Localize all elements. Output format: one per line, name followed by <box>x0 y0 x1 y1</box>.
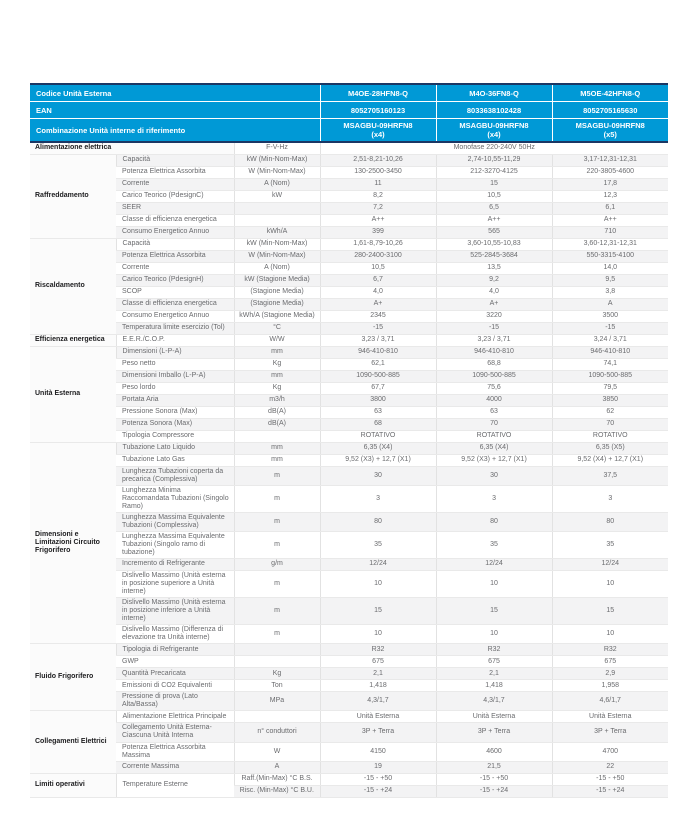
spec-unit <box>234 656 320 668</box>
spec-unit: kWh/A (Stagione Media) <box>234 310 320 322</box>
spec-label: Lunghezza Tubazioni coperta da precarica (Complessiva) <box>116 466 234 485</box>
table-row <box>30 656 668 668</box>
spec-value: R32 <box>320 644 436 656</box>
spec-label: Classe di efficienza energetica <box>116 214 234 226</box>
spec-value: Unità Esterna <box>320 711 436 723</box>
spec-label: Dimensioni (L-P-A) <box>116 346 234 358</box>
spec-unit: m3/h <box>234 394 320 406</box>
spec-label: Quantità Precaricata <box>116 668 234 680</box>
spec-value: 3P + Terra <box>320 723 436 742</box>
spec-value: 68 <box>320 418 436 430</box>
spec-value: R32 <box>552 644 668 656</box>
spec-unit: Kg <box>234 668 320 680</box>
spec-label: Carico Teorico (PdesignH) <box>116 274 234 286</box>
table-header-row <box>30 119 668 143</box>
spec-unit: W <box>234 742 320 761</box>
spec-value: 10,5 <box>320 262 436 274</box>
spec-value: 9,52 (X4) + 12,7 (X1) <box>552 454 668 466</box>
spec-value: A++ <box>436 214 552 226</box>
spec-value: 4,3/1,7 <box>320 692 436 711</box>
section-label: Riscaldamento <box>30 238 116 334</box>
spec-value: 10 <box>320 570 436 597</box>
spec-value: 4,0 <box>320 286 436 298</box>
header-value: MSAGBU-09HRFN8 (x4) <box>436 119 552 143</box>
spec-label: Peso lordo <box>116 382 234 394</box>
spec-label: Potenza Sonora (Max) <box>116 418 234 430</box>
spec-unit: g/m <box>234 558 320 570</box>
table-row <box>30 711 668 723</box>
spec-unit: n° conduttori <box>234 723 320 742</box>
spec-unit: (Stagione Media) <box>234 298 320 310</box>
spec-value: 63 <box>436 406 552 418</box>
spec-value: 212-3270-4125 <box>436 166 552 178</box>
table-row <box>30 166 668 178</box>
spec-value: 80 <box>552 512 668 531</box>
table-row <box>30 154 668 166</box>
spec-value: -15 - +50 <box>436 773 552 785</box>
spec-unit: kW (Min-Nom-Max) <box>234 154 320 166</box>
spec-value: 19 <box>320 761 436 773</box>
spec-value: 70 <box>436 418 552 430</box>
spec-value: 675 <box>320 656 436 668</box>
spec-value: 3,23 / 3,71 <box>436 334 552 346</box>
spec-value: 2,74-10,55-11,29 <box>436 154 552 166</box>
header-label: Combinazione Unità interne di riferimento <box>30 119 320 143</box>
header-value: M5OE-42HFN8-Q <box>552 84 668 102</box>
header-value: 8052705165630 <box>552 102 668 119</box>
spec-value: A++ <box>552 214 668 226</box>
spec-unit: W (Min-Nom-Max) <box>234 250 320 262</box>
table-row <box>30 142 668 154</box>
spec-value: 4600 <box>436 742 552 761</box>
table-row <box>30 226 668 238</box>
spec-label: GWP <box>116 656 234 668</box>
spec-value: 9,5 <box>552 274 668 286</box>
table-header-row <box>30 102 668 119</box>
spec-value: 6,35 (X5) <box>552 442 668 454</box>
spec-value: A+ <box>436 298 552 310</box>
spec-table-body <box>30 142 668 797</box>
spec-value: 1,61-8,79-10,26 <box>320 238 436 250</box>
spec-value: 550-3315-4100 <box>552 250 668 262</box>
table-row <box>30 625 668 644</box>
spec-value: 6,35 (X4) <box>436 442 552 454</box>
spec-unit: A (Nom) <box>234 178 320 190</box>
table-row <box>30 558 668 570</box>
spec-value: 1090-500-885 <box>320 370 436 382</box>
spec-value: 4,3/1,7 <box>436 692 552 711</box>
spec-value: 3 <box>436 485 552 512</box>
table-row <box>30 310 668 322</box>
spec-label: Pressione Sonora (Max) <box>116 406 234 418</box>
spec-label: SCOP <box>116 286 234 298</box>
spec-value: A <box>552 298 668 310</box>
spec-value: 1,958 <box>552 680 668 692</box>
spec-value: 15 <box>552 598 668 625</box>
spec-value: 9,2 <box>436 274 552 286</box>
spec-value: 10,5 <box>436 190 552 202</box>
spec-label: Corrente <box>116 262 234 274</box>
section-label: Raffreddamento <box>30 154 116 238</box>
table-row <box>30 742 668 761</box>
section-label: Collegamenti Elettrici <box>30 711 116 773</box>
spec-value: 565 <box>436 226 552 238</box>
spec-value: 14,0 <box>552 262 668 274</box>
table-row <box>30 442 668 454</box>
spec-unit: kW (Stagione Media) <box>234 274 320 286</box>
spec-label: Dislivello Massimo (Unità esterna in posizione inferiore a Unità interne) <box>116 598 234 625</box>
spec-value: 6,5 <box>436 202 552 214</box>
spec-value: 220-3805-4600 <box>552 166 668 178</box>
spec-label: Lunghezza Massima Equivalente Tubazioni (Singolo ramo di tubazione) <box>116 531 234 558</box>
spec-value: 2,51-8,21-10,26 <box>320 154 436 166</box>
spec-unit: Kg <box>234 358 320 370</box>
spec-label: Emissioni di CO2 Equivalenti <box>116 680 234 692</box>
spec-value: ROTATIVO <box>552 430 668 442</box>
spec-value: ROTATIVO <box>320 430 436 442</box>
spec-value: 2345 <box>320 310 436 322</box>
table-row <box>30 454 668 466</box>
spec-value: 1090-500-885 <box>436 370 552 382</box>
spec-label: Incremento di Refrigerante <box>116 558 234 570</box>
spec-value: 68,8 <box>436 358 552 370</box>
spec-value: 710 <box>552 226 668 238</box>
spec-value: 3 <box>552 485 668 512</box>
table-header-row <box>30 84 668 102</box>
spec-value: 15 <box>436 178 552 190</box>
spec-value-span: Monofase 220-240V 50Hz <box>320 142 668 154</box>
spec-unit: mm <box>234 454 320 466</box>
spec-value: 70 <box>552 418 668 430</box>
spec-value: 4,0 <box>436 286 552 298</box>
spec-label: Lunghezza Minima Raccomandata Tubazioni (Singolo Ramo) <box>116 485 234 512</box>
spec-unit: mm <box>234 442 320 454</box>
table-row <box>30 190 668 202</box>
spec-label: Dimensioni Imballo (L-P-A) <box>116 370 234 382</box>
spec-label: Potenza Elettrica Assorbita <box>116 166 234 178</box>
spec-value: 4150 <box>320 742 436 761</box>
spec-value: Unità Esterna <box>552 711 668 723</box>
spec-label: E.E.R./C.O.P. <box>116 334 234 346</box>
spec-value: 63 <box>320 406 436 418</box>
spec-value: 525-2845-3684 <box>436 250 552 262</box>
spec-value: 1,418 <box>320 680 436 692</box>
spec-label: SEER <box>116 202 234 214</box>
spec-label: Dislivello Massimo (Unità esterna in posizione superiore a Unità interne) <box>116 570 234 597</box>
spec-unit: dB(A) <box>234 406 320 418</box>
spec-unit: Kg <box>234 382 320 394</box>
spec-value: 3800 <box>320 394 436 406</box>
spec-unit: Risc. (Min-Max) °C B.U. <box>234 785 320 797</box>
spec-label: Collegamento Unità Esterna-Ciascuna Unità Interna <box>116 723 234 742</box>
spec-value: 3P + Terra <box>436 723 552 742</box>
table-row <box>30 466 668 485</box>
spec-value: -15 <box>552 322 668 334</box>
spec-value: 3850 <box>552 394 668 406</box>
spec-value: 946-410-810 <box>320 346 436 358</box>
spec-value: 17,8 <box>552 178 668 190</box>
spec-value: 75,6 <box>436 382 552 394</box>
spec-label: Corrente <box>116 178 234 190</box>
spec-value: 21,5 <box>436 761 552 773</box>
table-row <box>30 430 668 442</box>
spec-unit: m <box>234 625 320 644</box>
spec-value: 15 <box>320 598 436 625</box>
spec-table <box>30 83 668 798</box>
spec-value: 3,60-12,31-12,31 <box>552 238 668 250</box>
header-value: MSAGBU-09HRFN8 (x4) <box>320 119 436 143</box>
spec-value: 79,5 <box>552 382 668 394</box>
spec-value: 946-410-810 <box>552 346 668 358</box>
spec-unit: A (Nom) <box>234 262 320 274</box>
spec-value: 675 <box>436 656 552 668</box>
spec-unit <box>234 430 320 442</box>
spec-label: Potenza Elettrica Assorbita <box>116 250 234 262</box>
spec-value: 4000 <box>436 394 552 406</box>
table-row <box>30 394 668 406</box>
spec-unit: F-V-Hz <box>234 142 320 154</box>
header-value: MSAGBU-09HRFN8 (x5) <box>552 119 668 143</box>
table-row <box>30 334 668 346</box>
spec-label: Classe di efficienza energetica <box>116 298 234 310</box>
spec-unit: m <box>234 466 320 485</box>
section-label: Unità Esterna <box>30 346 116 442</box>
table-row <box>30 274 668 286</box>
spec-value: -15 - +24 <box>552 785 668 797</box>
spec-value: 67,7 <box>320 382 436 394</box>
section-label: Alimentazione elettrica <box>30 142 234 154</box>
spec-unit <box>234 202 320 214</box>
table-row <box>30 644 668 656</box>
spec-label: Dislivello Massimo (Differenza di elevazione tra Unità interne) <box>116 625 234 644</box>
spec-label: Consumo Energetico Annuo <box>116 310 234 322</box>
spec-value: 35 <box>436 531 552 558</box>
spec-value: 399 <box>320 226 436 238</box>
spec-value: 3500 <box>552 310 668 322</box>
spec-value: 1090-500-885 <box>552 370 668 382</box>
table-row <box>30 598 668 625</box>
spec-value: 4,6/1,7 <box>552 692 668 711</box>
spec-value: 12,3 <box>552 190 668 202</box>
spec-label: Tubazione Lato Gas <box>116 454 234 466</box>
spec-value: 11 <box>320 178 436 190</box>
spec-value: -15 <box>320 322 436 334</box>
spec-unit: m <box>234 531 320 558</box>
spec-value: 675 <box>552 656 668 668</box>
spec-label: Tubazione Lato Liquido <box>116 442 234 454</box>
section-label: Dimensioni e Limitazioni Circuito Frigorifero <box>30 442 116 644</box>
table-row <box>30 680 668 692</box>
spec-value: 12/24 <box>436 558 552 570</box>
spec-label: Tipologia Compressore <box>116 430 234 442</box>
section-label: Fluido Frigorifero <box>30 644 116 711</box>
spec-value: 4700 <box>552 742 668 761</box>
table-row <box>30 512 668 531</box>
spec-label: Lunghezza Massima Equivalente Tubazioni (Complessiva) <box>116 512 234 531</box>
table-row <box>30 382 668 394</box>
table-row <box>30 370 668 382</box>
spec-value: 3,60-10,55-10,83 <box>436 238 552 250</box>
spec-value: 2,1 <box>436 668 552 680</box>
header-value: 8033638102428 <box>436 102 552 119</box>
spec-value: 10 <box>320 625 436 644</box>
spec-unit <box>234 214 320 226</box>
spec-value: 10 <box>436 570 552 597</box>
spec-value: 12/24 <box>552 558 668 570</box>
spec-label: Tipologia di Refrigerante <box>116 644 234 656</box>
spec-table-header <box>30 84 668 142</box>
spec-unit: Raff.(Min-Max) °C B.S. <box>234 773 320 785</box>
table-row <box>30 298 668 310</box>
table-row <box>30 286 668 298</box>
section-label: Limiti operativi <box>30 773 116 797</box>
spec-value: -15 - +50 <box>552 773 668 785</box>
spec-value: 6,35 (X4) <box>320 442 436 454</box>
spec-label: Capacità <box>116 154 234 166</box>
table-row <box>30 531 668 558</box>
spec-label: Portata Aria <box>116 394 234 406</box>
spec-unit: m <box>234 598 320 625</box>
spec-value: 30 <box>320 466 436 485</box>
spec-unit: Ton <box>234 680 320 692</box>
spec-value: 10 <box>552 625 668 644</box>
spec-value: 130-2500-3450 <box>320 166 436 178</box>
spec-value: A+ <box>320 298 436 310</box>
table-row <box>30 723 668 742</box>
spec-value: 3,23 / 3,71 <box>320 334 436 346</box>
spec-value: 8,2 <box>320 190 436 202</box>
spec-value: 80 <box>436 512 552 531</box>
table-row <box>30 214 668 226</box>
spec-sheet <box>30 83 668 798</box>
table-row <box>30 570 668 597</box>
spec-value: 10 <box>436 625 552 644</box>
table-row <box>30 668 668 680</box>
spec-unit: kWh/A <box>234 226 320 238</box>
spec-unit: m <box>234 512 320 531</box>
spec-value: 35 <box>552 531 668 558</box>
spec-unit: A <box>234 761 320 773</box>
spec-value: 62,1 <box>320 358 436 370</box>
spec-value: 6,7 <box>320 274 436 286</box>
spec-value: -15 - +50 <box>320 773 436 785</box>
spec-label: Temperatura limite esercizio (Tol) <box>116 322 234 334</box>
spec-unit: mm <box>234 346 320 358</box>
table-row <box>30 358 668 370</box>
spec-value: A++ <box>320 214 436 226</box>
spec-label: Carico Teorico (PdesignC) <box>116 190 234 202</box>
spec-value: 946-410-810 <box>436 346 552 358</box>
spec-unit: W/W <box>234 334 320 346</box>
header-label: Codice Unità Esterna <box>30 84 320 102</box>
spec-value: 3,8 <box>552 286 668 298</box>
section-label: Efficienza energetica <box>30 334 116 346</box>
spec-value: 62 <box>552 406 668 418</box>
spec-unit: kW (Min-Nom-Max) <box>234 238 320 250</box>
spec-value: 12/24 <box>320 558 436 570</box>
table-row <box>30 418 668 430</box>
table-row <box>30 322 668 334</box>
spec-unit: mm <box>234 370 320 382</box>
spec-value: 80 <box>320 512 436 531</box>
table-row <box>30 485 668 512</box>
spec-label: Corrente Massima <box>116 761 234 773</box>
spec-unit <box>234 644 320 656</box>
table-row <box>30 773 668 785</box>
spec-value: 15 <box>436 598 552 625</box>
spec-unit: m <box>234 485 320 512</box>
header-label: EAN <box>30 102 320 119</box>
table-row <box>30 178 668 190</box>
spec-unit: dB(A) <box>234 418 320 430</box>
table-row <box>30 202 668 214</box>
spec-value: 3 <box>320 485 436 512</box>
table-row <box>30 250 668 262</box>
header-value: M4OE-28HFN8-Q <box>320 84 436 102</box>
table-row <box>30 692 668 711</box>
spec-value: 7,2 <box>320 202 436 214</box>
header-value: M4O-36FN8-Q <box>436 84 552 102</box>
spec-value: 3P + Terra <box>552 723 668 742</box>
spec-value: Unità Esterna <box>436 711 552 723</box>
spec-label: Pressione di prova (Lato Alta/Bassa) <box>116 692 234 711</box>
spec-value: 74,1 <box>552 358 668 370</box>
spec-value: 35 <box>320 531 436 558</box>
spec-label: Temperature Esterne <box>116 773 234 797</box>
spec-value: -15 <box>436 322 552 334</box>
spec-unit: °C <box>234 322 320 334</box>
table-row <box>30 761 668 773</box>
table-row <box>30 238 668 250</box>
spec-value: R32 <box>436 644 552 656</box>
spec-label: Capacità <box>116 238 234 250</box>
spec-unit: (Stagione Media) <box>234 286 320 298</box>
spec-value: ROTATIVO <box>436 430 552 442</box>
header-value: 8052705160123 <box>320 102 436 119</box>
spec-label: Peso netto <box>116 358 234 370</box>
table-row <box>30 406 668 418</box>
spec-value: 22 <box>552 761 668 773</box>
spec-value: 1,418 <box>436 680 552 692</box>
spec-value: 2,1 <box>320 668 436 680</box>
spec-value: -15 - +24 <box>436 785 552 797</box>
spec-unit: m <box>234 570 320 597</box>
spec-label: Potenza Elettrica Assorbita Massima <box>116 742 234 761</box>
spec-unit <box>234 711 320 723</box>
spec-value: 9,52 (X3) + 12,7 (X1) <box>320 454 436 466</box>
spec-value: 280-2400-3100 <box>320 250 436 262</box>
spec-value: 30 <box>436 466 552 485</box>
spec-unit: kW <box>234 190 320 202</box>
spec-value: 13,5 <box>436 262 552 274</box>
spec-value: 3,17-12,31-12,31 <box>552 154 668 166</box>
spec-label: Alimentazione Elettrica Principale <box>116 711 234 723</box>
spec-unit: W (Min-Nom-Max) <box>234 166 320 178</box>
spec-unit: MPa <box>234 692 320 711</box>
spec-value: 3220 <box>436 310 552 322</box>
spec-value: 10 <box>552 570 668 597</box>
spec-label: Consumo Energetico Annuo <box>116 226 234 238</box>
spec-value: 6,1 <box>552 202 668 214</box>
table-row <box>30 262 668 274</box>
spec-value: 3,24 / 3,71 <box>552 334 668 346</box>
table-row <box>30 346 668 358</box>
spec-value: 2,9 <box>552 668 668 680</box>
spec-value: 37,5 <box>552 466 668 485</box>
spec-value: 9,52 (X3) + 12,7 (X1) <box>436 454 552 466</box>
spec-value: -15 - +24 <box>320 785 436 797</box>
